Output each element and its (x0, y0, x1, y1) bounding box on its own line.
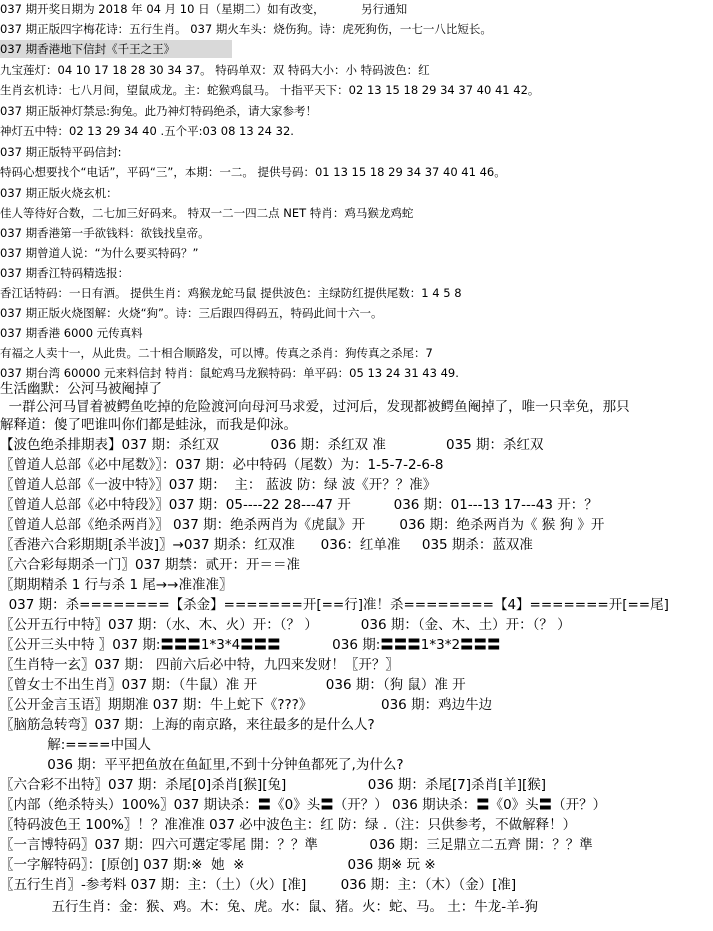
text-line-brain-answer: 解:====中国人 (0, 737, 151, 753)
text-line-element-mapping: 五行生肖：金：猴、鸡。木：兔、虎。水：鼠、猪。火：蛇、马。 土：牛龙-羊-狗 (0, 899, 539, 915)
text-line-priest-says: 037 期曾道人说：“为什么要买特码？” (0, 246, 199, 260)
text-line-xiangjiang-report: 037 期香江特码精选报： (0, 266, 130, 280)
text-line-lamp-five: 神灯五中特：02 13 29 34 40 .五个平:03 08 13 24 32. (0, 124, 294, 138)
text-line-five-zodiac: 〖五行生肖〗-参考料 037 期：主：（土）（火）[准] 036 期：主：（木）（金）[准] (0, 877, 517, 893)
text-line-beauty-waits: 佳人等待好合数，二七加三好码来。 特双一二一四二点 NET 特肖：鸡马猴龙鸡蛇 (0, 206, 414, 220)
text-line-fax-6000: 037 期香港 6000 元传真料 (0, 326, 143, 340)
text-line-kill-half-wave: 〖香港六合彩期期[杀半波]〗→037 期杀：红双准 036：红单准 035 期杀：蓝双准 (0, 537, 533, 553)
text-line-brain-teaser: 〖脑筋急转弯〗037 期：上海的南京路，来往最多的是什么人? (0, 717, 375, 733)
text-line-golden-words: 〖公开金言玉语〗期期准 037 期：牛上蛇下《???》 036 期：鸡边牛边 (0, 697, 493, 713)
text-line-three-heads: 〖公开三头中特 〗037 期:〓〓〓1*3*4〓〓〓 036 期:〓〓〓1*3*2〓〓〓 (0, 637, 501, 653)
text-line-one-word-bet: 〖一言博特码〗037 期：四六可選定零尾 開：？？準 036 期：三足鼎立二五齊 開：？？準 (0, 837, 593, 853)
text-line-kill-result: 037 期：杀========【杀金】=======开[==行]准！杀========【4】=======开[==尾] (0, 597, 669, 613)
text-line-one-wave: 〖曾道人总部《一波中特》〗037 期： 主： 蓝波 防：绿 波《开？？准》 (0, 477, 437, 493)
text-line-kill-two-zodiac: 〖曾道人总部《绝杀两肖》〗 037 期：绝杀两肖为《虎鼠》开 036 期：绝杀两肖为《 猴 狗 》开 (0, 517, 605, 533)
text-line-brain-036: 036 期：平平把鱼放在鱼缸里,不到十分钟鱼都死了,为什么? (0, 757, 404, 773)
text-line-nine-lotus: 九宝莲灯：04 10 17 18 28 30 34 37。 特码单双：双 特码大小：小 特码波色：红 (0, 63, 430, 77)
text-line-ms-zeng: 〖曾女士不出生肖〗037 期：（牛鼠）准 开 036 期：（狗 鼠）准 开 (0, 677, 466, 693)
text-line-xiangjiang-talk: 香江话特码：一日有酒。 提供生肖：鸡猴龙蛇马鼠 提供波色：主绿防红提供尾数：1 4 5 8 (0, 286, 462, 300)
text-line-kill-element-tail: 〖期期精杀 1 行与杀 1 尾→→准准准〗 (0, 577, 233, 593)
text-line-plum-poem: 037 期正版四字梅花诗：五行生肖。 037 期火车头：烧伤狗。诗：虎死狗伤，一七一八比短长。 (0, 22, 492, 36)
text-line-blessed-person: 有福之人卖十一，从此贵。二十相合顺路发，可以博。传真之杀肖：狗传真之杀尾：7 (0, 346, 433, 360)
text-line-one-char-hint: 〖一字解特码〗：[原创] 037 期:※ 她 ※ 036 期※ 玩 ※ (0, 857, 436, 873)
text-line-kill-head: 〖内部（绝杀特头）100%〗037 期诀杀：〓《0》头〓（开？） 036 期诀杀：〓《0》头〓（开？） (0, 797, 607, 813)
text-line-phone-hint: 特码心想要找个“电话”，平码“三”，本期：一二。 提供号码：01 13 15 18 29 34 37 40 41 46。 (0, 165, 506, 179)
text-line-humor-body: 一群公河马冒着被鳄鱼吃掉的危险渡河向母河马求爱，过河后，发现都被鳄鱼阉掉了，唯一只幸免，那只 (0, 399, 630, 415)
text-line-no-special: 〖六合彩不出特〗037 期：杀尾[0]杀肖[猴][兔] 036 期：杀尾[7]杀肖[羊][猴] (0, 777, 547, 793)
text-line-tail-numbers: 〖曾道人总部《必中尾数》〗：037 期：必中特码（尾数）为：1-5-7-2-6-8 (0, 457, 444, 473)
text-line-fire-mystery: 037 期正版火烧玄机： (0, 186, 118, 200)
text-line-zodiac-riddle: 〖生肖特一玄〗037 期： 四前六后必中特，九四来发财！〖开？〗 (0, 657, 399, 673)
text-line-wave-king: 〖特码波色王 100%〗！？准准准 037 必中波色主：红 防：绿 .（注：只供参考，不做解释！） (0, 817, 577, 833)
text-line-humor-title: 生活幽默：公河马被阉掉了 (0, 381, 162, 397)
text-line-wave-kill-table: 【波色绝杀排期表】037 期：杀红双 036 期：杀红双 准 035 期：杀红双 (0, 437, 544, 453)
text-line-taiwan-60000: 037 期台湾 60000 元来料信封 特肖：鼠蛇鸡马龙猴特码：单平码：05 13 24 31 43 49. (0, 366, 459, 380)
text-line-kill-one-door: 〖六合彩每期杀一门〗037 期禁：贰开：开＝＝准 (0, 557, 301, 573)
text-line-draw-date: 037 期开奖日期为 2018 年 04 月 10 日（星期二）如有改变， 另行通知 (0, 2, 408, 16)
text-line-money-material: 037 期香港第一手欲钱料：欲钱找皇帝。 (0, 226, 210, 240)
text-line-zodiac-poem: 生肖玄机诗：七八月间，望鼠成龙。主：蛇猴鸡鼠马。 十指平天下：02 13 15 18 29 34 37 40 41 42。 (0, 83, 540, 97)
text-line-five-elements: 〖公开五行中特〗037 期：（水、木、火）开：（？ ） 036 期：（金、木、土）开：（？ ） (0, 617, 571, 633)
text-line-humor-answer: 解释道：傻了吧谁叫你们都是蛙泳，而我是仰泳。 (0, 417, 297, 433)
text-line-fire-diagram: 037 期正版火烧图解：火烧“狗”。诗：三后跟四得码五，特码此间十六一。 (0, 306, 383, 320)
text-line-lamp-taboo: 037 期正版神灯禁忌:狗兔。此乃神灯特码绝杀，请大家参考！ (0, 104, 317, 118)
text-line-flat-envelope: 037 期正版特平码信封: (0, 145, 122, 159)
text-line-special-range: 〖曾道人总部《必中特段》〗037 期：05----22 28---47 开 036 期：01---13 17---43 开：？ (0, 497, 598, 513)
text-line-hk-envelope: 037 期香港地下信封《千王之王》 (0, 40, 232, 58)
